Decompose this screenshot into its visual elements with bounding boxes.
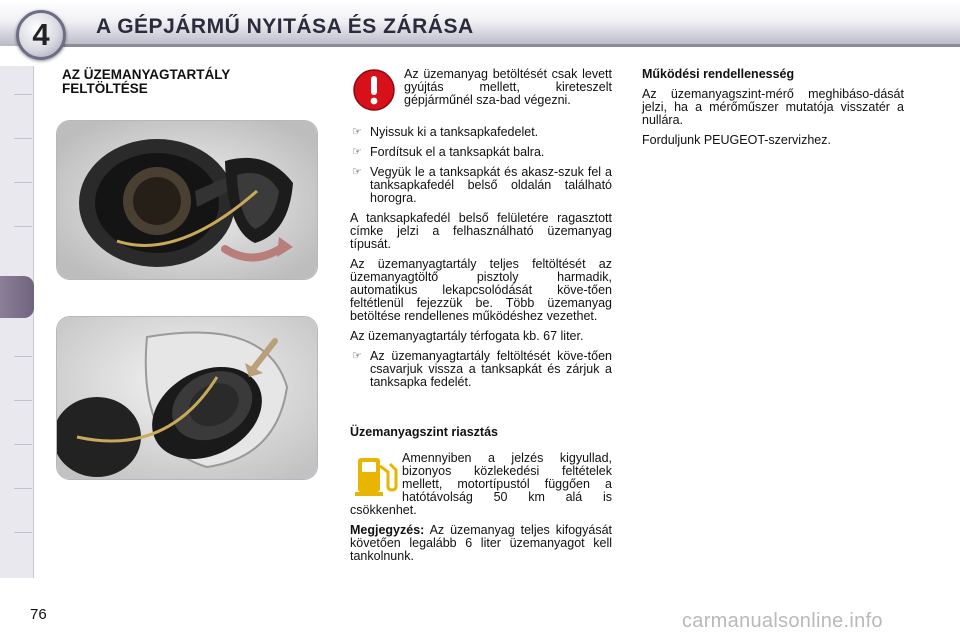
chapter-badge bbox=[16, 10, 66, 60]
page-title: A GÉPJÁRMŰ NYITÁSA ÉS ZÁRÁSA bbox=[96, 15, 474, 38]
instructions-column bbox=[350, 126, 612, 396]
step-text: Az üzemanyagtartály feltöltését köve-tően csavarjuk vissza a tanksapkát és zárjuk a tanksapka fedelét. bbox=[370, 349, 612, 389]
malfunction-column bbox=[642, 68, 904, 154]
malfunction-contact: Forduljunk PEUGEOT-szervizhez. bbox=[642, 133, 831, 147]
fuel-pump-icon bbox=[350, 452, 402, 500]
header-rule bbox=[40, 44, 960, 47]
step-text: Nyissuk ki a tanksapkafedelet. bbox=[370, 125, 539, 139]
step-text: Vegyük le a tanksapkát és akasz-szuk fel a tanksapkafedél belső oldalán található horogra. bbox=[370, 165, 612, 205]
pointing-hand-icon: ☞ bbox=[352, 166, 362, 178]
tab-divider bbox=[14, 444, 32, 445]
malfunction-heading: Működési rendellenesség bbox=[642, 67, 795, 81]
warning-text: Az üzemanyag betöltését csak levett gyújtás mellett, kireteszelt gépjárműnél sza-bad végezni. bbox=[404, 67, 612, 107]
tab-divider bbox=[14, 138, 32, 139]
step-item bbox=[350, 126, 612, 139]
exclamation-icon bbox=[352, 68, 396, 112]
note-label: Megjegyzés: bbox=[350, 523, 425, 537]
paragraph-label: A tanksapkafedél belső felületére ragasztott címke jelzi a felhasználható üzemanyag típusát. bbox=[350, 211, 612, 251]
fuel-flap-photo bbox=[56, 120, 318, 280]
pointing-hand-icon: ☞ bbox=[352, 126, 362, 138]
paragraph-fill-stop: Az üzemanyagtartály teljes feltöltését az üzemanyagtöltő pisztoly harmadik, automatikus lekapcsolódását köve-tően feltétlenül fejezzük be. Több üzemanyag betöltése rendellenes működéshez vezethet. bbox=[350, 257, 612, 323]
step-item bbox=[350, 146, 612, 159]
fuel-alert-block bbox=[350, 452, 612, 563]
tab-divider bbox=[14, 356, 32, 357]
step-text: Fordítsuk el a tanksapkát balra. bbox=[370, 145, 545, 159]
pointing-hand-icon: ☞ bbox=[352, 146, 362, 158]
tab-divider bbox=[14, 532, 32, 533]
chapter-tab-strip bbox=[0, 66, 34, 578]
tab-divider bbox=[14, 400, 32, 401]
fuel-cap-illustration bbox=[57, 317, 318, 480]
pointing-hand-icon: ☞ bbox=[352, 350, 362, 362]
fuel-alert-text: Amennyiben a jelzés kigyullad, bizonyos közlekedési feltételek mellett, motortípustól függően a hatótávolság 50 km alá is csökkenhet. bbox=[350, 451, 612, 517]
chapter-tab-active[interactable] bbox=[0, 276, 34, 318]
chapter-number: 4 bbox=[32, 17, 50, 52]
fuel-cap-photo bbox=[56, 316, 318, 480]
fuel-alert-heading: Üzemanyagszint riasztás bbox=[350, 425, 498, 439]
fuel-flap-illustration bbox=[57, 121, 318, 280]
fuel-alert-note bbox=[350, 524, 612, 563]
page-number: 76 bbox=[30, 606, 47, 623]
note-text: Az üzemanyag teljes kifogyását követően legalább 6 liter üzemanyagot kell tankolnunk. bbox=[350, 523, 612, 563]
watermark: carmanualsonline.info bbox=[682, 610, 883, 632]
step-item bbox=[350, 350, 612, 389]
tab-divider bbox=[14, 226, 32, 227]
malfunction-text: Az üzemanyagszint-mérő meghibáso-dását jelzi, ha a mérőműszer mutatója visszatér a nullára. bbox=[642, 87, 904, 127]
tab-divider bbox=[14, 182, 32, 183]
section-heading: AZ ÜZEMANYAGTARTÁLY FELTÖLTÉSE bbox=[62, 67, 231, 96]
tab-divider bbox=[14, 94, 32, 95]
paragraph-capacity: Az üzemanyagtartály térfogata kb. 67 liter. bbox=[350, 329, 584, 343]
step-item bbox=[350, 166, 612, 205]
tab-divider bbox=[14, 488, 32, 489]
